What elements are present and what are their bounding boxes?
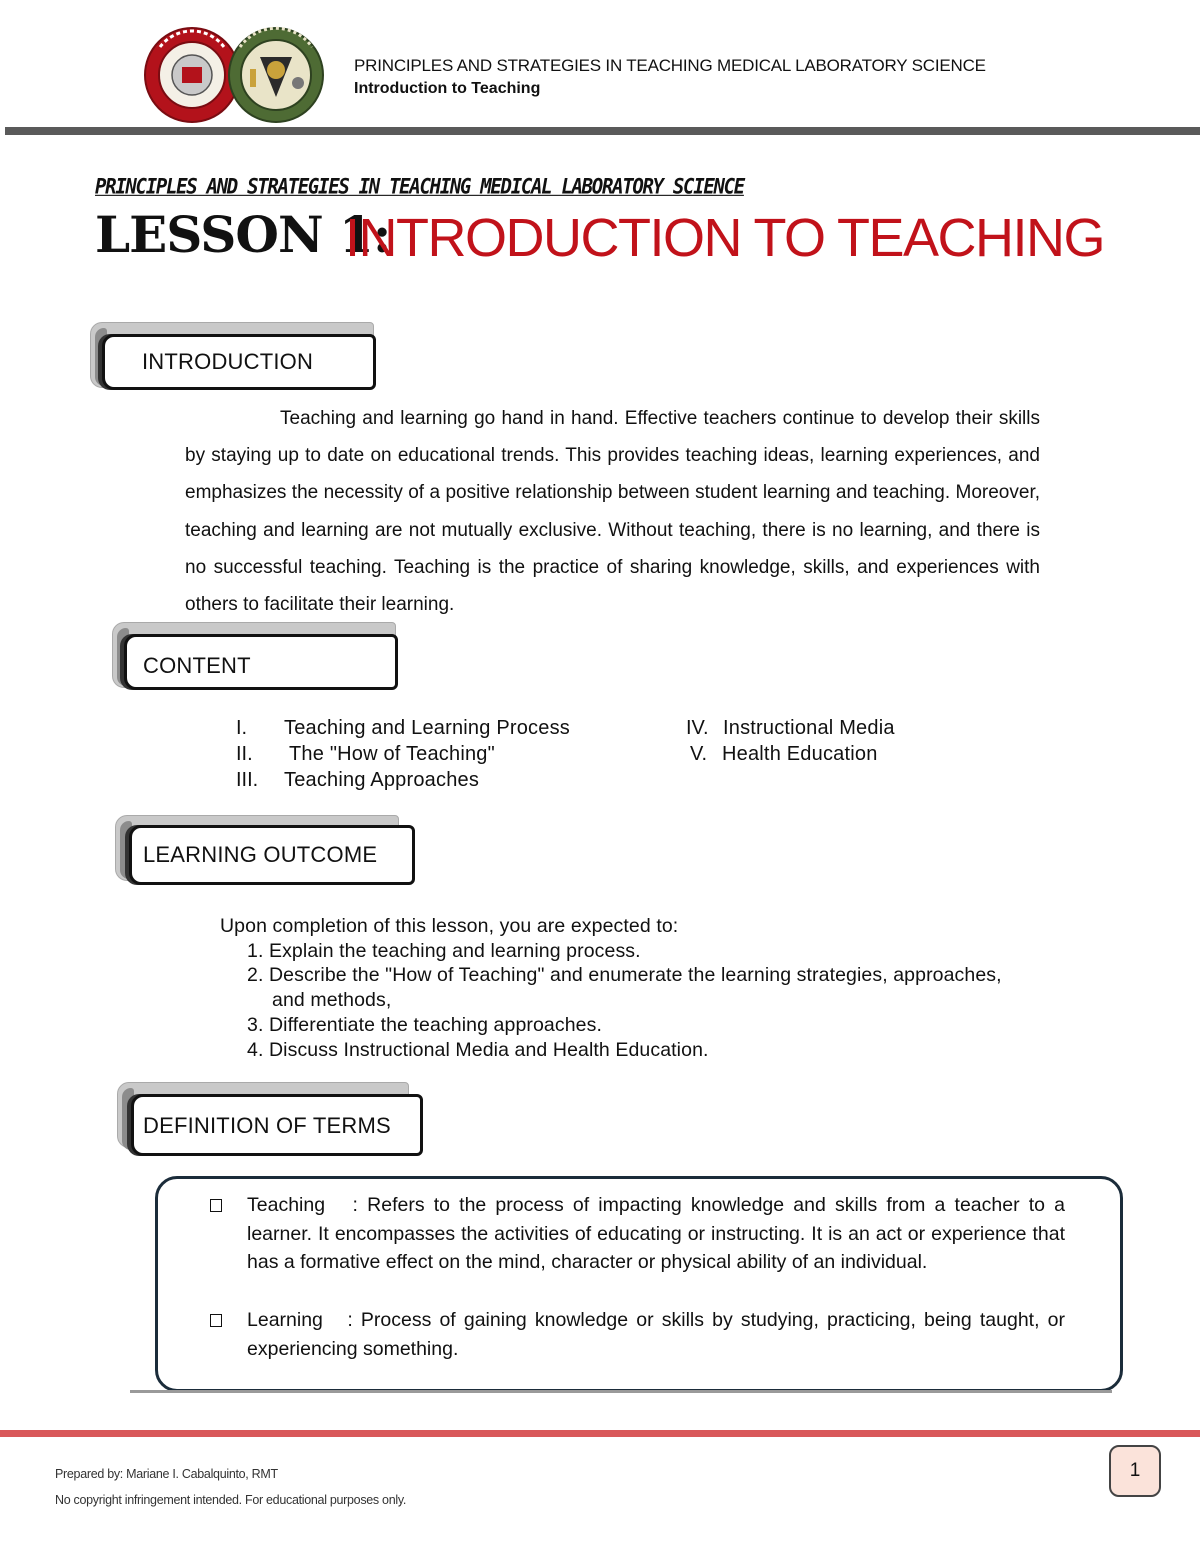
learning-outcome-intro: Upon completion of this lesson, you are expected to:	[220, 915, 679, 937]
course-title: PRINCIPLES AND STRATEGIES IN TEACHING MEDICAL LABORATORY SCIENCE	[95, 175, 744, 200]
content-item-number: V.	[690, 743, 708, 765]
prepared-by: Prepared by: Mariane I. Cabalquinto, RMT	[55, 1467, 278, 1481]
content-item: Instructional Media	[723, 717, 895, 739]
section-label: DEFINITION OF TERMS	[143, 1113, 391, 1138]
learning-outcome-item: 3. Differentiate the teaching approaches.	[247, 1014, 602, 1036]
learning-outcome-item: and methods,	[272, 989, 392, 1011]
content-item-number: II.	[236, 743, 253, 765]
header-course-title: PRINCIPLES AND STRATEGIES IN TEACHING MEDICAL LABORATORY SCIENCE	[354, 56, 986, 75]
definition-body: Process of gaining knowledge or skills by studying, practicing, being taught, or experiencing something.	[247, 1309, 1065, 1360]
college-logos	[140, 25, 340, 125]
section-label: INTRODUCTION	[142, 349, 314, 374]
content-item: The "How of Teaching"	[289, 743, 495, 765]
lesson-number: LESSON 1:	[95, 205, 391, 264]
definition-teaching	[247, 1191, 1065, 1277]
content-item-number: I.	[236, 717, 248, 739]
content-item: Health Education	[722, 743, 878, 765]
definition-term: Teaching	[247, 1194, 326, 1216]
learning-outcome-item: 4. Discuss Instructional Media and Health Education.	[247, 1039, 709, 1061]
content-item: Teaching and Learning Process	[284, 717, 570, 739]
learning-outcome-item: 1. Explain the teaching and learning process.	[247, 940, 641, 962]
definition-separator: :	[347, 1309, 353, 1331]
definition-separator: :	[352, 1194, 358, 1216]
checkbox-bullet-icon	[210, 1314, 222, 1327]
footer-divider	[0, 1430, 1200, 1437]
definition-body: Refers to the process of impacting knowledge and skills from a teacher to a learner. It encompasses the activities of educating or instructing. It is an act or experience that has a formative effect on the mind, character or physical ability of an individual.	[247, 1194, 1066, 1273]
lesson-title: INTRODUCTION TO TEACHING	[345, 208, 1105, 268]
introduction-text: Teaching and learning go hand in hand. Effective teachers continue to develop their skills by staying up to date on educational trends. This provides teaching ideas, learning experiences, and emphasizes the necessity of a positive relationship between student learning and teaching. Moreover, teaching and learning are not mutually exclusive. Without teaching, there is no learning, and there is no successful teaching. Teaching is the practice of sharing knowledge, skills, and experiences with others to facilitate their learning.	[185, 408, 1040, 616]
definitions-box-underline	[130, 1390, 1112, 1393]
definition-learning	[247, 1306, 1065, 1363]
checkbox-bullet-icon	[210, 1199, 222, 1212]
section-label: LEARNING OUTCOME	[143, 842, 378, 867]
learning-outcome-item: 2. Describe the "How of Teaching" and enumerate the learning strategies, approaches,	[247, 964, 1002, 986]
page-number: 1	[1109, 1445, 1161, 1497]
introduction-paragraph	[185, 400, 1040, 623]
copyright-disclaimer: No copyright infringement intended. For educational purposes only.	[55, 1493, 407, 1507]
section-label: CONTENT	[143, 653, 251, 678]
header-lesson-subtitle: Introduction to Teaching	[354, 80, 541, 97]
content-item-number: III.	[236, 769, 259, 791]
content-item: Teaching Approaches	[284, 769, 480, 791]
header-divider	[5, 127, 1200, 135]
definition-term: Learning	[247, 1309, 323, 1331]
content-item-number: IV.	[686, 717, 709, 739]
